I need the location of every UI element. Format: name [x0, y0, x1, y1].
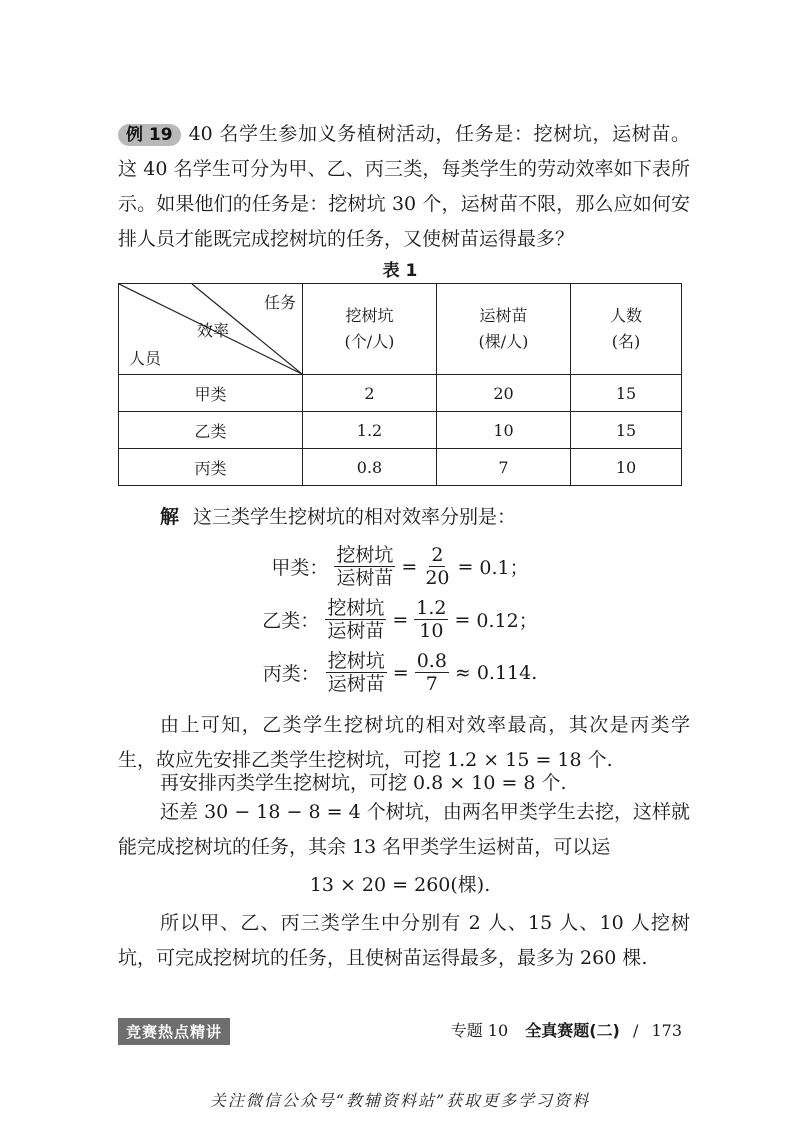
- header-headcount: 人数 (名): [571, 284, 682, 375]
- page-number: 173: [651, 1021, 682, 1040]
- problem-statement: [118, 117, 690, 257]
- problem-text: 40 名学生参加义务植树活动，任务是：挖树坑，运树苗。这 40 名学生可分为甲、乙、丙三类，每类学生的劳动效率如下表所示。如果他们的任务是：挖树坑 30 个，运树苗不限，那么应如何安排人员才能既完成挖树坑的任务，又使树苗运得最多？: [118, 123, 690, 250]
- footer-separator: /: [632, 1021, 639, 1040]
- example-tag: 例 19: [118, 124, 181, 146]
- table-cell: 10: [571, 449, 682, 486]
- formula-bing: 丙类： $\frac{\text{挖树坑}}{\text{运树苗}}$ = $\frac{0.8}{7}$ ≈ 0.114.: [262, 650, 538, 695]
- solution-paragraph-4: 所以甲、乙、丙三类学生中分别有 2 人、15 人、10 人挖树坑，可完成挖树坑的任务，且使树苗运得最多，最多为 260 棵.: [118, 912, 690, 969]
- solution-label: 解: [160, 506, 180, 528]
- page-footer: [451, 1018, 682, 1041]
- table-row: [119, 449, 682, 486]
- table-cell: 0.8: [303, 449, 437, 486]
- row-label: 乙类: [119, 412, 303, 449]
- corner-label-task: 任务: [263, 293, 296, 312]
- footer-topic: 专题 10: [450, 1021, 509, 1040]
- solution-intro-text: 这三类学生挖树坑的相对效率分别是：: [193, 506, 517, 528]
- solution-paragraph-2: 再安排丙类学生挖树坑，可挖 0.8 × 10 = 8 个.: [160, 772, 567, 794]
- table-cell: 7: [437, 449, 571, 486]
- corner-cell: [119, 284, 303, 375]
- table-cell: 20: [437, 375, 571, 412]
- formula-yi: 乙类： $\frac{\text{挖树坑}}{\text{运树苗}}$ = $\frac{1.2}{10}$ = 0.12；: [262, 597, 538, 642]
- table-cell: 2: [303, 375, 437, 412]
- table-cell: 15: [571, 412, 682, 449]
- efficiency-table: [118, 283, 682, 486]
- solution-paragraph-1: 由上可知，乙类学生挖树坑的相对效率最高，其次是丙类学生，故应先安排乙类学生挖树坑，可挖 1.2 × 15 = 18 个.: [118, 714, 690, 771]
- formula-jia: 甲类： $\frac{\text{挖树坑}}{\text{运树苗}}$ = $\frac{2}{20}$ = 0.1；: [271, 544, 529, 589]
- solution-intro: [118, 500, 690, 535]
- solution-equation: 13 × 20 = 260(棵).: [309, 874, 491, 896]
- bottom-note: 关注微信公众号“教辅资料站”获取更多学习资料: [209, 1091, 591, 1110]
- table-row: [119, 412, 682, 449]
- footer-title: 全真赛题(二): [525, 1021, 620, 1040]
- section-badge: 竞赛热点精讲: [118, 1018, 230, 1045]
- table-title: 表 1: [382, 261, 418, 281]
- table-cell: 1.2: [303, 412, 437, 449]
- row-label: 甲类: [119, 375, 303, 412]
- table-cell: 10: [437, 412, 571, 449]
- solution-paragraph-3: 还差 30 − 18 − 8 = 4 个树坑，由两名甲类学生去挖，这样就能完成挖树坑的任务，其余 13 名甲类学生运树苗，可以运: [118, 801, 690, 858]
- table-row: [119, 375, 682, 412]
- table-cell: 15: [571, 375, 682, 412]
- corner-label-personnel: 人员: [129, 349, 162, 368]
- row-label: 丙类: [119, 449, 303, 486]
- corner-label-efficiency: 效率: [197, 321, 230, 340]
- header-carry-saplings: 运树苗 (棵/人): [437, 284, 571, 375]
- table-header-row: [119, 284, 682, 375]
- header-dig-pits: 挖树坑 (个/人): [303, 284, 437, 375]
